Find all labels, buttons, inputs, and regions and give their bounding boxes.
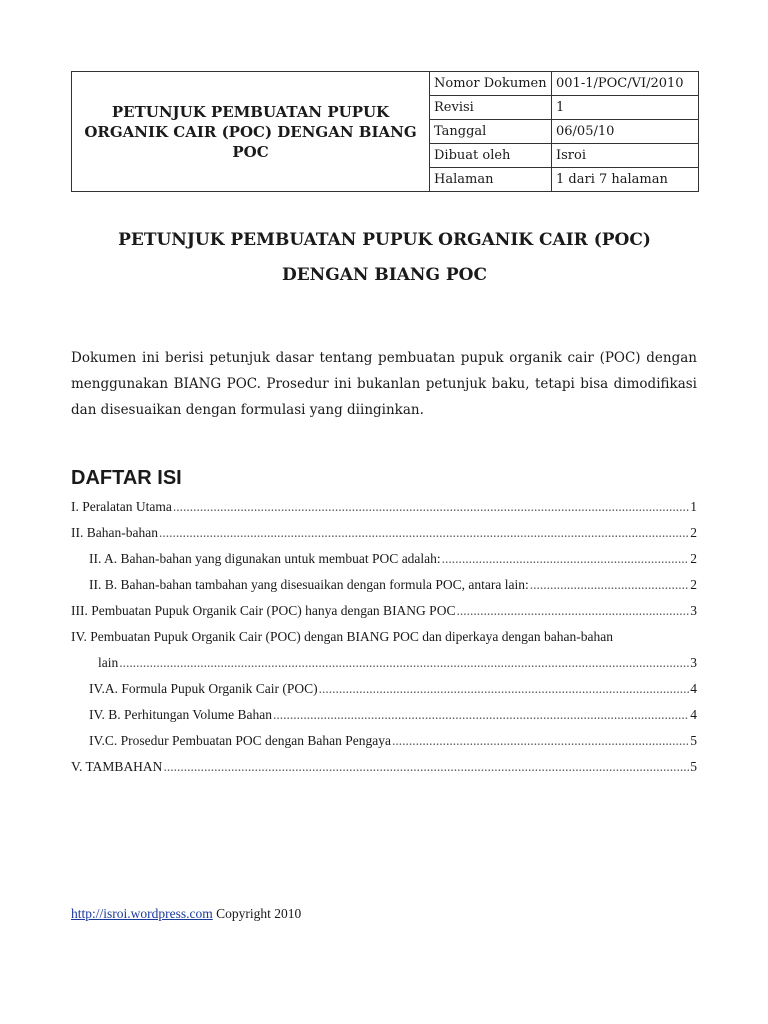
toc-entry-page: 4	[690, 707, 697, 722]
toc-leader	[163, 754, 689, 780]
toc-leader	[173, 494, 689, 520]
toc-entry-text: III. Pembuatan Pupuk Organik Cair (POC) hanya dengan BIANG POC	[71, 603, 456, 618]
toc-entry-page: 1	[690, 499, 697, 514]
header-title: PETUNJUK PEMBUATAN PUPUK ORGANIK CAIR (POC) DENGAN BIANG POC	[72, 72, 430, 192]
header-value-halaman: 1 dari 7 halaman	[552, 168, 699, 192]
toc-entry[interactable]	[89, 676, 697, 702]
toc-leader	[159, 520, 689, 546]
toc-entry[interactable]	[89, 572, 697, 598]
toc-heading: DAFTAR ISI	[71, 467, 182, 489]
toc-entry-page: 5	[690, 759, 697, 774]
toc-leader	[273, 702, 689, 728]
toc-entry-text: V. TAMBAHAN	[71, 759, 163, 774]
header-value-dibuat: Isroi	[552, 144, 699, 168]
footer-link[interactable]: http://isroi.wordpress.com	[71, 906, 213, 921]
header-label-nomor: Nomor Dokumen	[430, 72, 552, 96]
document-header-table	[71, 71, 699, 192]
footer	[71, 902, 301, 926]
header-value-tanggal: 06/05/10	[552, 120, 699, 144]
toc-entry-page: 2	[690, 551, 697, 566]
header-label-revisi: Revisi	[430, 96, 552, 120]
main-title-line-2: DENGAN BIANG POC	[281, 265, 487, 285]
header-label-dibuat: Dibuat oleh	[430, 144, 552, 168]
intro-paragraph: Dokumen ini berisi petunjuk dasar tentang pembuatan pupuk organik cair (POC) dengan menggunakan BIANG POC. Prosedur ini bukanlan petunjuk baku, tetapi bisa dimodifikasi dan disesuaikan dengan formulasi yang diinginkan.	[71, 350, 697, 418]
header-value-revisi: 1	[552, 96, 699, 120]
toc-entry-page: 2	[690, 577, 697, 592]
toc-entry[interactable]	[89, 728, 697, 754]
toc-entry-text: IV. B. Perhitungan Volume Bahan	[89, 707, 272, 722]
toc-entry-page: 3	[690, 603, 697, 618]
toc-leader	[392, 728, 689, 754]
toc-entry-text: II. B. Bahan-bahan tambahan yang disesuaikan dengan formula POC, antara lain:	[89, 577, 529, 592]
header-label-halaman: Halaman	[430, 168, 552, 192]
toc-entry[interactable]	[98, 650, 697, 676]
toc-leader	[442, 546, 690, 572]
toc-entry-text: IV.A. Formula Pupuk Organik Cair (POC)	[89, 681, 318, 696]
main-title-line-1: PETUNJUK PEMBUATAN PUPUK ORGANIK CAIR (POC)	[118, 230, 651, 250]
toc-entry-text[interactable]: IV. Pembuatan Pupuk Organik Cair (POC) dengan BIANG POC dan diperkaya dengan bahan-bahan	[71, 629, 614, 644]
toc-entry[interactable]	[89, 546, 697, 572]
toc-entry[interactable]	[71, 754, 697, 780]
toc-entry[interactable]	[89, 702, 697, 728]
toc-entry[interactable]	[71, 520, 697, 546]
toc-entry[interactable]	[71, 598, 697, 624]
toc-leader	[456, 598, 689, 624]
toc-entry-text: IV.C. Prosedur Pembuatan POC dengan Bahan Pengaya	[89, 733, 391, 748]
toc-leader	[530, 572, 690, 598]
toc-entry-text: I. Peralatan Utama	[71, 499, 172, 514]
footer-copyright: Copyright 2010	[212, 906, 302, 921]
toc-entry[interactable]	[71, 494, 697, 520]
toc-entry-text: lain	[98, 655, 119, 670]
toc-entry-page: 3	[690, 655, 697, 670]
toc-leader	[119, 650, 689, 676]
toc-entry-page: 2	[690, 525, 697, 540]
toc-entry-page: 5	[690, 733, 697, 748]
toc-entry-text: II. A. Bahan-bahan yang digunakan untuk membuat POC adalah:	[89, 551, 441, 566]
toc-entry-text: II. Bahan-bahan	[71, 525, 158, 540]
header-label-tanggal: Tanggal	[430, 120, 552, 144]
header-value-nomor: 001-1/POC/VI/2010	[552, 72, 699, 96]
toc-entry-page: 4	[690, 681, 697, 696]
toc-leader	[319, 676, 690, 702]
